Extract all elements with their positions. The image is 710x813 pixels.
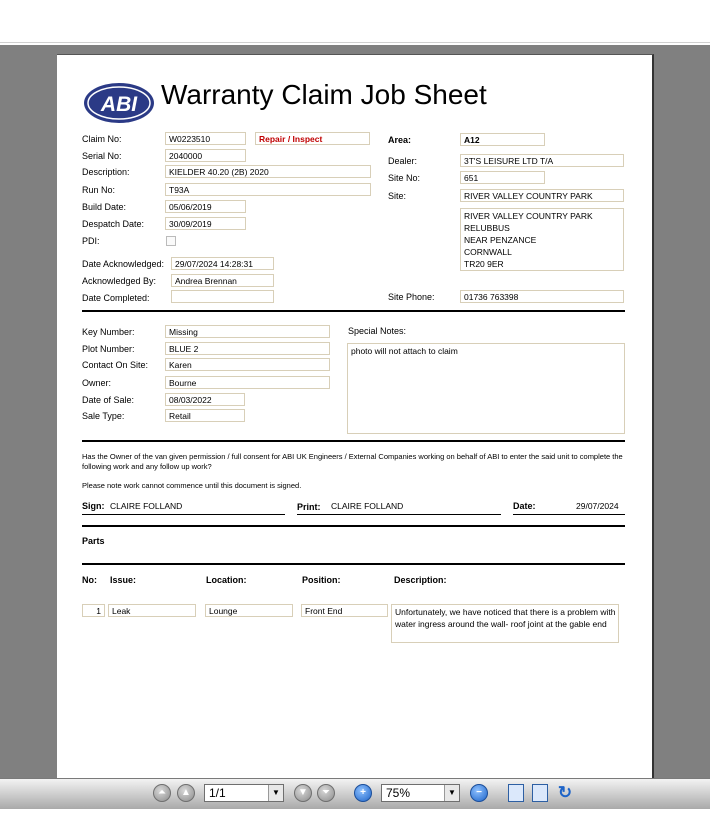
- section-divider: [82, 525, 625, 527]
- section-divider: [82, 563, 625, 565]
- print-line: [297, 514, 501, 515]
- last-page-icon[interactable]: ⏷: [317, 784, 335, 802]
- area-field: A12: [460, 133, 545, 146]
- date-completed-field: [171, 290, 274, 303]
- date-completed-label: Date Completed:: [82, 293, 150, 303]
- special-notes-label: Special Notes:: [348, 326, 407, 336]
- column-header-position: Position:: [302, 575, 341, 585]
- top-blank-area: [0, 0, 710, 43]
- previous-page-icon[interactable]: ▲: [177, 784, 195, 802]
- sale-type-field: Retail: [165, 409, 245, 422]
- chevron-down-icon[interactable]: ▼: [268, 785, 283, 801]
- site-phone-field: 01736 763398: [460, 290, 624, 303]
- zoom-select[interactable]: [381, 784, 460, 802]
- description-field: KIELDER 40.20 (2B) 2020: [165, 165, 371, 178]
- address-line: CORNWALL: [464, 247, 512, 257]
- row-description: Unfortunately, we have noticed that there is a problem with water ingress around the wall- roof joint at the gable end: [391, 604, 619, 643]
- run-no-field: T93A: [165, 183, 371, 196]
- address-line: TR20 9ER: [464, 259, 504, 269]
- row-issue: Leak: [108, 604, 196, 617]
- address-line: RIVER VALLEY COUNTRY PARK: [464, 211, 593, 221]
- pdf-toolbar: [0, 778, 710, 809]
- despatch-date-field: 30/09/2019: [165, 217, 246, 230]
- zoom-out-icon[interactable]: −: [470, 784, 488, 802]
- special-notes-field: photo will not attach to claim: [347, 343, 625, 434]
- next-page-icon[interactable]: ▼: [294, 784, 312, 802]
- row-position: Front End: [301, 604, 388, 617]
- site-label: Site:: [388, 191, 407, 201]
- dealer-label: Dealer:: [388, 156, 418, 166]
- rotate-icon[interactable]: ↻: [557, 783, 573, 802]
- column-header-no: No:: [82, 575, 97, 585]
- site-address-field: [460, 208, 624, 271]
- sale-type-label: Sale Type:: [82, 411, 125, 421]
- claim-no-field: W0223510: [165, 132, 246, 145]
- date-of-sale-label: Date of Sale:: [82, 395, 135, 405]
- page-title: Warranty Claim Job Sheet: [161, 79, 487, 110]
- date-of-sale-field: 08/03/2022: [165, 393, 245, 406]
- claim-type-field: Repair / Inspect: [255, 132, 370, 145]
- zoom-select-value: 75%: [386, 786, 411, 800]
- svg-text:ABI: ABI: [100, 93, 138, 116]
- sign-label: Sign:: [82, 501, 105, 511]
- page-select[interactable]: [204, 784, 284, 802]
- chevron-down-icon[interactable]: ▼: [444, 785, 459, 801]
- pdi-checkbox: [166, 236, 176, 246]
- first-page-icon[interactable]: ⏶: [153, 784, 171, 802]
- address-line: RELUBBUS: [464, 223, 510, 233]
- site-no-field: 651: [460, 171, 545, 184]
- site-phone-label: Site Phone:: [388, 292, 435, 302]
- column-header-issue: Issue:: [110, 575, 137, 585]
- section-divider: [82, 310, 625, 312]
- document-page: [57, 54, 654, 780]
- plot-number-label: Plot Number:: [82, 344, 135, 354]
- date-value: 29/07/2024: [576, 501, 619, 511]
- row-location: Lounge: [205, 604, 293, 617]
- sign-line: [82, 514, 285, 515]
- fit-page-icon[interactable]: [532, 784, 548, 802]
- parts-heading: Parts: [82, 536, 105, 546]
- address-line: NEAR PENZANCE: [464, 235, 537, 245]
- document-viewer[interactable]: [0, 45, 710, 780]
- despatch-date-label: Despatch Date:: [82, 219, 145, 229]
- build-date-field: 05/06/2019: [165, 200, 246, 213]
- date-acknowledged-field: 29/07/2024 14:28:31: [171, 257, 274, 270]
- notice-text: Please note work cannot commence until this document is signed.: [82, 481, 302, 490]
- fit-width-icon[interactable]: [508, 784, 524, 802]
- build-date-label: Build Date:: [82, 202, 127, 212]
- date-line: [513, 514, 625, 515]
- owner-label: Owner:: [82, 378, 112, 388]
- serial-no-field: 2040000: [165, 149, 246, 162]
- section-divider: [82, 440, 625, 442]
- column-header-description: Description:: [394, 575, 447, 585]
- zoom-in-icon[interactable]: +: [354, 784, 372, 802]
- consent-text: Has the Owner of the van given permission / full consent for ABI UK Engineers / External Companies working on behalf of ABI to enter the said unit to complete the following work and any follow up work?: [82, 452, 623, 471]
- print-label: Print:: [297, 502, 321, 512]
- area-label: Area:: [388, 135, 412, 145]
- dealer-field: 3T'S LEISURE LTD T/A: [460, 154, 624, 167]
- serial-no-label: Serial No:: [82, 151, 122, 161]
- key-number-label: Key Number:: [82, 327, 135, 337]
- contact-on-site-label: Contact On Site:: [82, 360, 149, 370]
- acknowledged-by-label: Acknowledged By:: [82, 276, 157, 286]
- site-field: RIVER VALLEY COUNTRY PARK: [460, 189, 624, 202]
- pdi-label: PDI:: [82, 236, 100, 246]
- contact-on-site-field: Karen: [165, 358, 330, 371]
- column-header-location: Location:: [206, 575, 247, 585]
- sign-value: CLAIRE FOLLAND: [110, 501, 183, 511]
- row-number: 1: [82, 604, 105, 617]
- page-select-value: 1/1: [209, 786, 226, 800]
- run-no-label: Run No:: [82, 185, 116, 195]
- acknowledged-by-field: Andrea Brennan: [171, 274, 274, 287]
- abi-logo: [83, 81, 155, 125]
- date-acknowledged-label: Date Acknowledged:: [82, 259, 165, 269]
- site-no-label: Site No:: [388, 173, 421, 183]
- plot-number-field: BLUE 2: [165, 342, 330, 355]
- claim-no-label: Claim No:: [82, 134, 122, 144]
- key-number-field: Missing: [165, 325, 330, 338]
- owner-field: Bourne: [165, 376, 330, 389]
- print-value: CLAIRE FOLLAND: [331, 501, 404, 511]
- description-label: Description:: [82, 167, 130, 177]
- date-label: Date:: [513, 501, 536, 511]
